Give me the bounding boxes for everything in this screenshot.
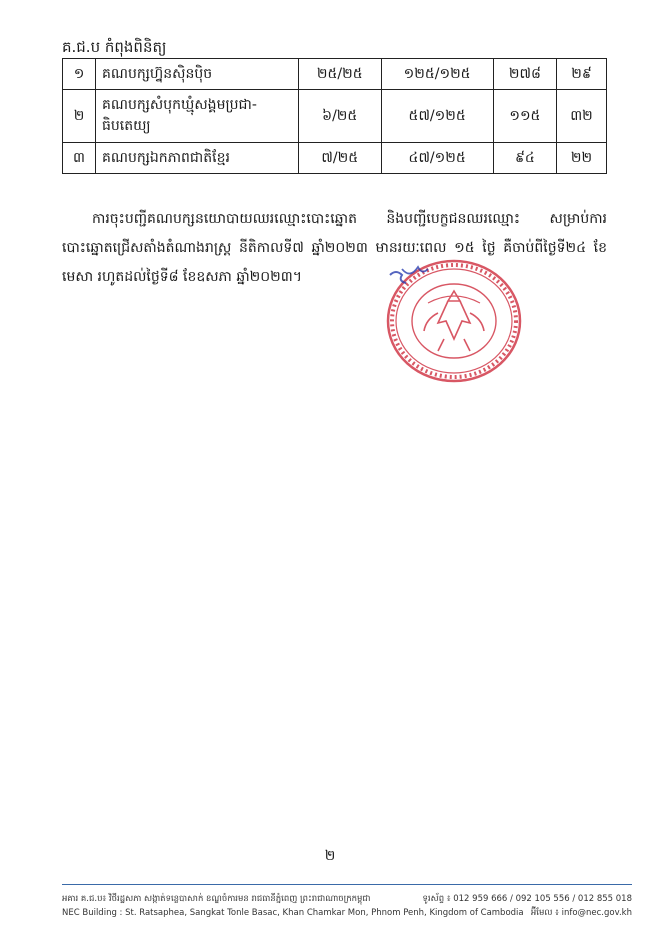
table-cell: ៣២ — [557, 90, 607, 143]
page-heading: គ.ជ.ប កំពុងពិនិត្យ — [62, 38, 167, 56]
party-name: គណបក្សសំបុកឃ្មុំសង្គមប្រជា-ធិបតេយ្យ — [96, 90, 299, 143]
table-cell: ៩៤ — [493, 143, 556, 174]
table-cell: ៦/២៥ — [299, 90, 382, 143]
table-cell: ២២ — [557, 143, 607, 174]
paragraph-text: ការចុះបញ្ជីគណបក្សនយោបាយឈរឈ្មោះបោះឆ្នោត និងបញ្ជីបេក្ខជនឈរឈ្មោះ សម្រាប់ការបោះឆ្នោតជ្រើសតាំងតំណាងរាស្ត្រ នីតិកាលទី៧ ឆ្នាំ២០២៣ មានរយៈពេល ១៥ ថ្ងៃ គឺចាប់ពីថ្ងៃទី២៤ ខែមេសា រហូតដល់ថ្ងៃទី៨ ខែឧសភា ឆ្នាំ២០២៣។ — [62, 211, 607, 285]
official-seal — [378, 255, 526, 385]
row-number: ២ — [63, 90, 96, 143]
party-name: គណបក្សឯកភាពជាតិខ្មែរ — [96, 143, 299, 174]
footer-divider — [62, 884, 632, 885]
footer-address-kh: អគារ គ.ជ.ប៖ វិថីរដ្ឋសភា សង្កាត់ទន្លេបាសាក់ ខណ្ឌចំការមន រាជធានីភ្នំពេញ ព្រះរាជាណាចក្រកម្ពុជា — [62, 894, 371, 904]
footer-email[interactable]: អ៊ីមែល ៖ info@nec.gov.kh — [530, 908, 632, 918]
results-table — [62, 58, 607, 174]
table-cell: ១១៥ — [493, 90, 556, 143]
footer-address-en: NEC Building : St. Ratsaphea, Sangkat Tonle Basac, Khan Chamkar Mon, Phnom Penh, Kingdom of Cambodia — [62, 908, 524, 918]
row-number: ១ — [63, 59, 96, 90]
table-cell: ១២៥/១២៥ — [381, 59, 493, 90]
party-name: គណបក្សហ្វ៊ុនស៊ិនប៉ិច — [96, 59, 299, 90]
table-cell: ៧/២៥ — [299, 143, 382, 174]
footer — [62, 892, 632, 920]
footer-phone: ទូរស័ព្ទ ៖ 012 959 666 / 092 105 556 / 012 855 018 — [422, 894, 632, 904]
table-cell: ៥៧/១២៥ — [381, 90, 493, 143]
table-row — [63, 143, 607, 174]
table-cell: ២៥/២៥ — [299, 59, 382, 90]
table-row — [63, 59, 607, 90]
row-number: ៣ — [63, 143, 96, 174]
table-cell: ៤៧/១២៥ — [381, 143, 493, 174]
page-number: ២ — [324, 848, 336, 864]
table-cell: ២៩ — [557, 59, 607, 90]
table-row — [63, 90, 607, 143]
table-cell: ២៧៨ — [493, 59, 556, 90]
